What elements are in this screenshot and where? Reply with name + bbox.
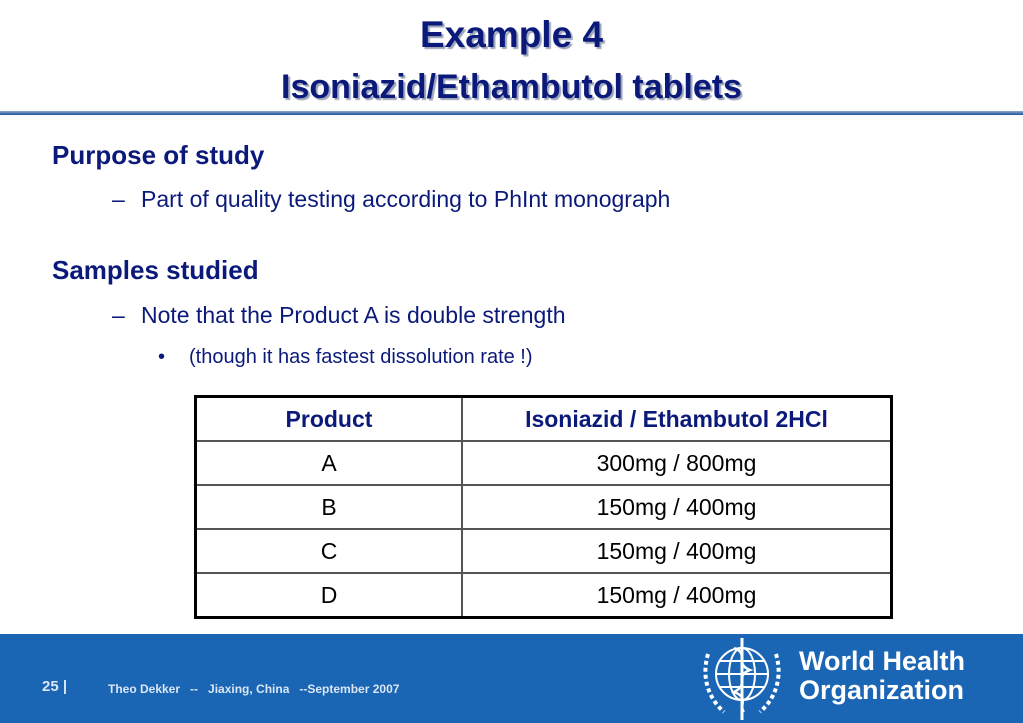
cell-strength: 150mg / 400mg [462,485,892,529]
heading-samples-studied: Samples studied [52,255,259,285]
bullet-samples [112,302,566,329]
who-line-2: Organization [799,675,965,705]
table-row [196,441,892,485]
page-number: 25 | [42,678,68,695]
products-table [194,395,893,619]
table-header-row [196,397,892,442]
cell-strength: 300mg / 800mg [462,441,892,485]
table-row [196,529,892,573]
who-emblem-icon [694,634,790,723]
header-product: Product [196,397,463,442]
dash-marker: – [112,186,125,212]
dot-marker: • [158,346,166,368]
header-strength: Isoniazid / Ethambutol 2HCl [462,397,892,442]
title-divider [0,111,1023,115]
cell-product: B [196,485,463,529]
footer-credit: Theo Dekker -- Jiaxing, China --September 2007 [108,682,400,696]
cell-product: D [196,573,463,618]
heading-purpose-of-study: Purpose of study [52,140,265,170]
subbullet-dissolution-text: (though it has fastest dissolution rate !) [189,346,533,368]
slide-title-line-1: Example 4 [419,14,604,55]
cell-product: C [196,529,463,573]
slide-title-line-2: Isoniazid/Ethambutol tablets [281,68,742,106]
who-line-1: World Health [799,646,966,676]
page-separator: | [62,678,68,695]
bullet-purpose [112,186,670,213]
footer-bar [0,634,1023,723]
table-row [196,485,892,529]
bullet-purpose-text: Part of quality testing according to PhInt monograph [141,186,671,212]
cell-product: A [196,441,463,485]
bullet-samples-text: Note that the Product A is double strength [141,302,566,328]
who-wordmark [799,647,965,705]
cell-strength: 150mg / 400mg [462,529,892,573]
dash-marker: – [112,302,125,328]
table-row [196,573,892,618]
cell-strength: 150mg / 400mg [462,573,892,618]
subbullet-dissolution [158,346,533,369]
